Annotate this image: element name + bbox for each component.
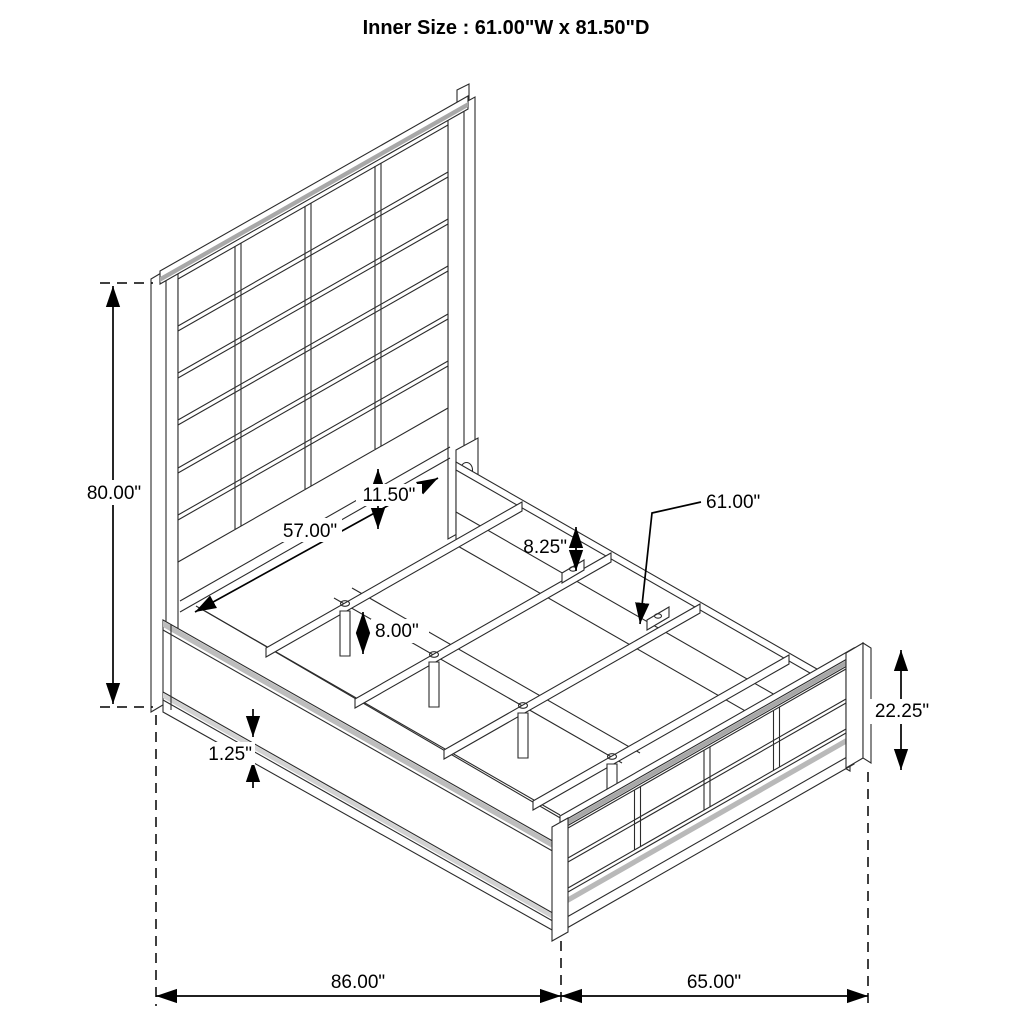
dim-overall-depth [156,972,561,996]
dim-label-slat-span: 57.00" [282,521,338,542]
dim-label-headboard-height: 80.00" [86,483,142,504]
slat-leg [429,662,439,707]
dim-overall-width [561,972,868,996]
dim-label-panel-gap: 11.50" [362,485,416,506]
slat-leg [340,611,350,656]
dim-panel-gap [356,469,422,529]
bed-drawing [151,84,871,941]
slat-leg [518,713,528,758]
dim-label-overall-depth: 86.00" [330,972,386,993]
dim-label-footboard-height: 22.25" [874,701,930,722]
dim-label-slat-length: 61.00" [706,492,761,513]
dim-label-overall-width: 65.00" [686,972,742,993]
dim-label-rail-above-slat: 8.25" [523,537,567,558]
dim-leg-height [363,612,429,654]
dim-label-rail-trim: 1.25" [208,744,252,765]
left-side-rail [163,620,561,935]
footboard-right-post [846,643,863,768]
dim-label-leg-height: 8.00" [375,621,419,642]
footboard-face [560,648,854,932]
inner-size-title: Inner Size : 61.00"W x 81.50"D [362,17,650,39]
footboard-left-post [552,818,568,941]
dim-footboard-height [869,650,936,770]
headboard [151,84,478,712]
dim-headboard-height [86,283,153,707]
